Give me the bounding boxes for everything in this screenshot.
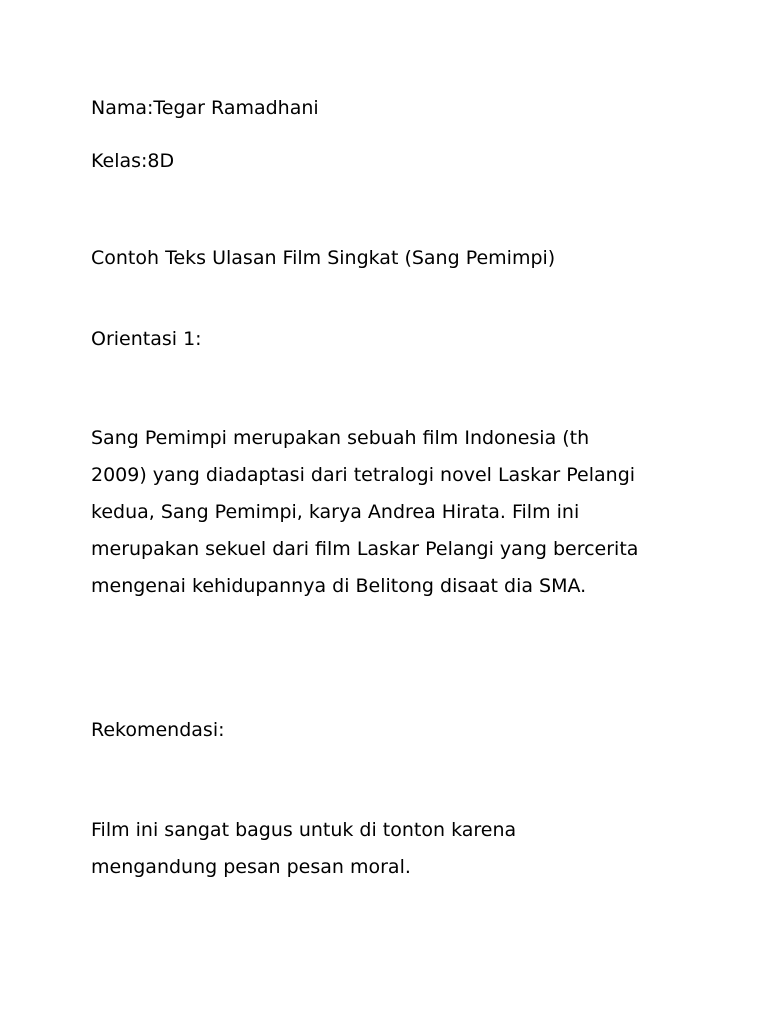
recommendation-paragraph [91, 812, 516, 886]
orientation-line: Sang Pemimpi merupakan sebuah film Indonesia (th [91, 427, 590, 449]
student-name: Nama:Tegar Ramadhani [91, 97, 319, 119]
orientation-line: merupakan sekuel dari film Laskar Pelangi yang bercerita [91, 538, 639, 560]
recommendation-line: mengandung pesan pesan moral. [91, 856, 411, 878]
recommendation-line: Film ini sangat bagus untuk di tonton karena [91, 819, 517, 841]
orientation-line: 2009) yang diadaptasi dari tetralogi novel Laskar Pelangi [91, 464, 636, 486]
orientation-paragraph [91, 420, 638, 605]
orientation-line: kedua, Sang Pemimpi, karya Andrea Hirata. Film ini [91, 501, 580, 523]
orientation-line: mengenai kehidupannya di Belitong disaat dia SMA. [91, 575, 587, 597]
orientation-heading: Orientasi 1: [91, 328, 202, 350]
student-class: Kelas:8D [91, 150, 175, 172]
recommendation-heading: Rekomendasi: [91, 719, 225, 741]
document-title: Contoh Teks Ulasan Film Singkat (Sang Pemimpi) [91, 247, 556, 269]
